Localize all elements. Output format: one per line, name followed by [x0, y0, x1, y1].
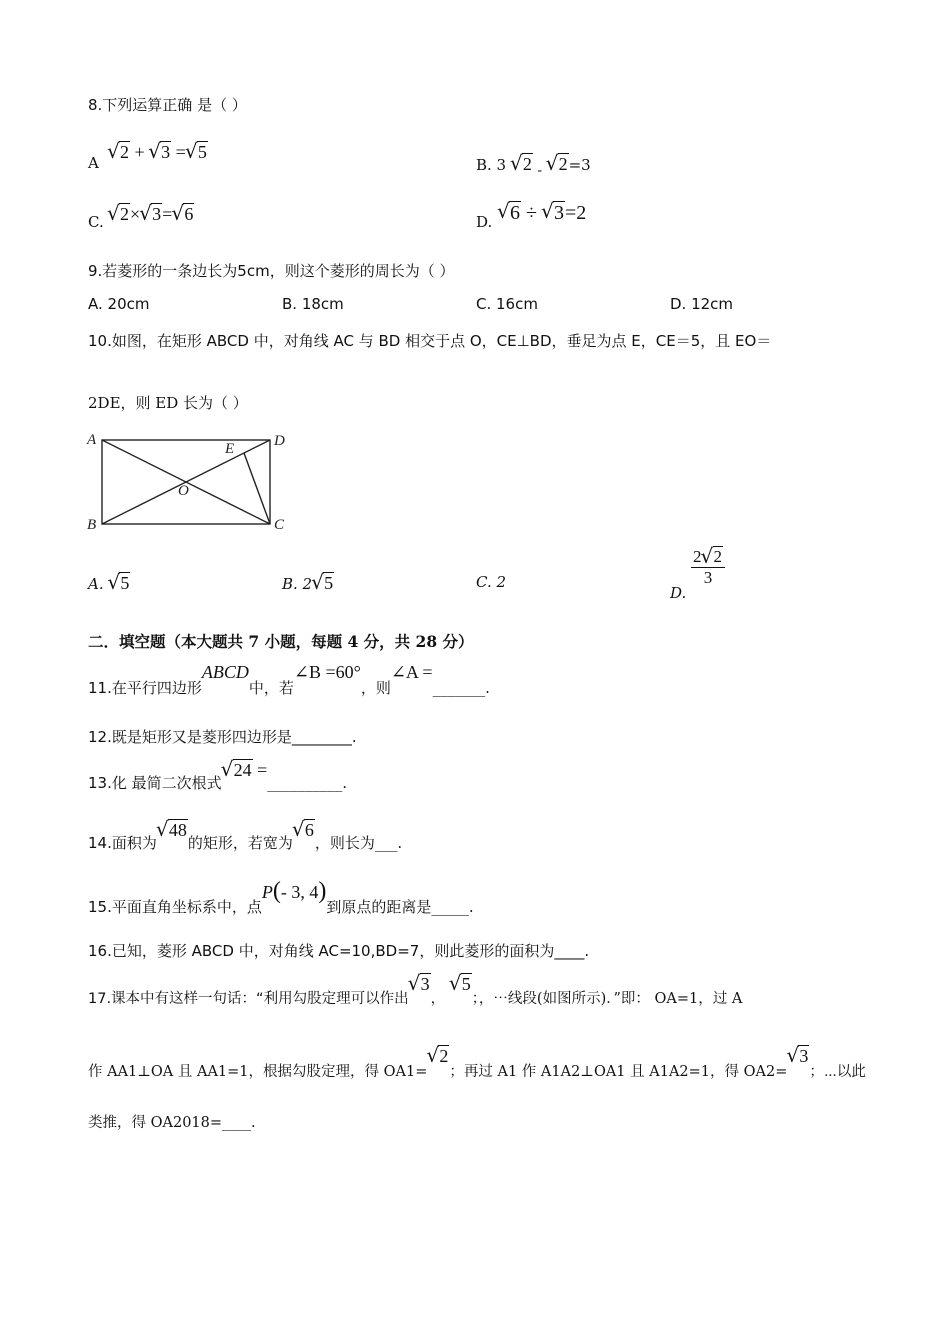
- label-a: A: [87, 432, 97, 448]
- q8-option-d: D.: [476, 213, 493, 231]
- q9-stem: 9.若菱形的一条边长为5cm，则这个菱形的周长为（ ）: [88, 262, 455, 280]
- section-2-heading: 二．填空题（本大题共 7 小题，每题 4 分，共 28 分）: [88, 632, 474, 651]
- q10-stem-line2: 2DE，则 ED 长为（ ）: [88, 394, 248, 412]
- q9-option-d: D. 12cm: [670, 295, 734, 313]
- q16: 16.已知，菱形 ABCD 中，对角线 AC=10,BD=7，则此菱形的面积为____.: [88, 942, 590, 960]
- q8-c-expr: √ 2×√ 3=√ 6: [108, 204, 194, 225]
- q10-option-a: A. √ 5: [88, 573, 130, 594]
- q14: 14.面积为√ 48的矩形，若宽为√ 6，则长为___.: [88, 820, 402, 841]
- q9-option-a: A. 20cm: [88, 295, 150, 313]
- q8-d-expr: √ 6 ÷ √ 3=2: [498, 202, 586, 225]
- q12: 12.既是矩形又是菱形四边形是________.: [88, 728, 357, 746]
- q8-a-label: A: [88, 154, 99, 172]
- q17-line3: 类推，得 OA2018=____.: [88, 1115, 256, 1131]
- label-o: O: [178, 483, 189, 499]
- q15: 15.平面直角坐标系中，点P(- 3, 4)到原点的距离是_____.: [88, 878, 474, 916]
- q17-line1: 17.课本中有这样一句话：“利用勾股定理可以作出√ 3， √ 5；，⋯线段(如图所示)．”即： OA=1，过 A: [88, 974, 742, 995]
- q9-option-b: B. 18cm: [282, 295, 344, 313]
- label-d: D: [274, 433, 285, 449]
- q8-a-expr: √ 2 + √ 3 =√ 5: [108, 142, 208, 163]
- q17-line2: 作 AA1⊥OA 且 AA1=1，根据勾股定理，得 OA1=√ 2；再过 A1 作 A1A2⊥OA1 且 A1A2=1，得 OA2=√ 3；⋯以此: [88, 1046, 866, 1067]
- q10-stem-line1: 10.如图，在矩形 ABCD 中，对角线 AC 与 BD 相交于点 O，CE⊥BD，垂足为点 E，CE＝5，且 EO＝: [88, 332, 772, 350]
- q8-option-c: C.: [88, 213, 104, 231]
- q11: 11.在平行四边形ABCD中，若∠B =60°，则∠A =_______.: [88, 662, 490, 697]
- q9-option-c: C. 16cm: [476, 295, 538, 313]
- label-e: E: [225, 441, 235, 457]
- rectangle-figure: [84, 428, 294, 538]
- q8-option-a: [88, 154, 99, 172]
- q8-option-b: B. 3 √ 2 $_-$ √ 2=3: [476, 154, 591, 175]
- q10-option-b: B. 2√ 5: [282, 573, 334, 594]
- label-b: B: [87, 517, 97, 533]
- q10-option-d: D. $\frac{2√ 2}{3}$: [670, 547, 725, 588]
- label-c: C: [274, 517, 285, 533]
- q13: 13.化 最简二次根式√ 24 =__________.: [88, 760, 347, 781]
- q10-option-c: C. 2: [476, 573, 507, 591]
- q8-stem: 8.下列运算正确 是（ ）: [88, 96, 247, 114]
